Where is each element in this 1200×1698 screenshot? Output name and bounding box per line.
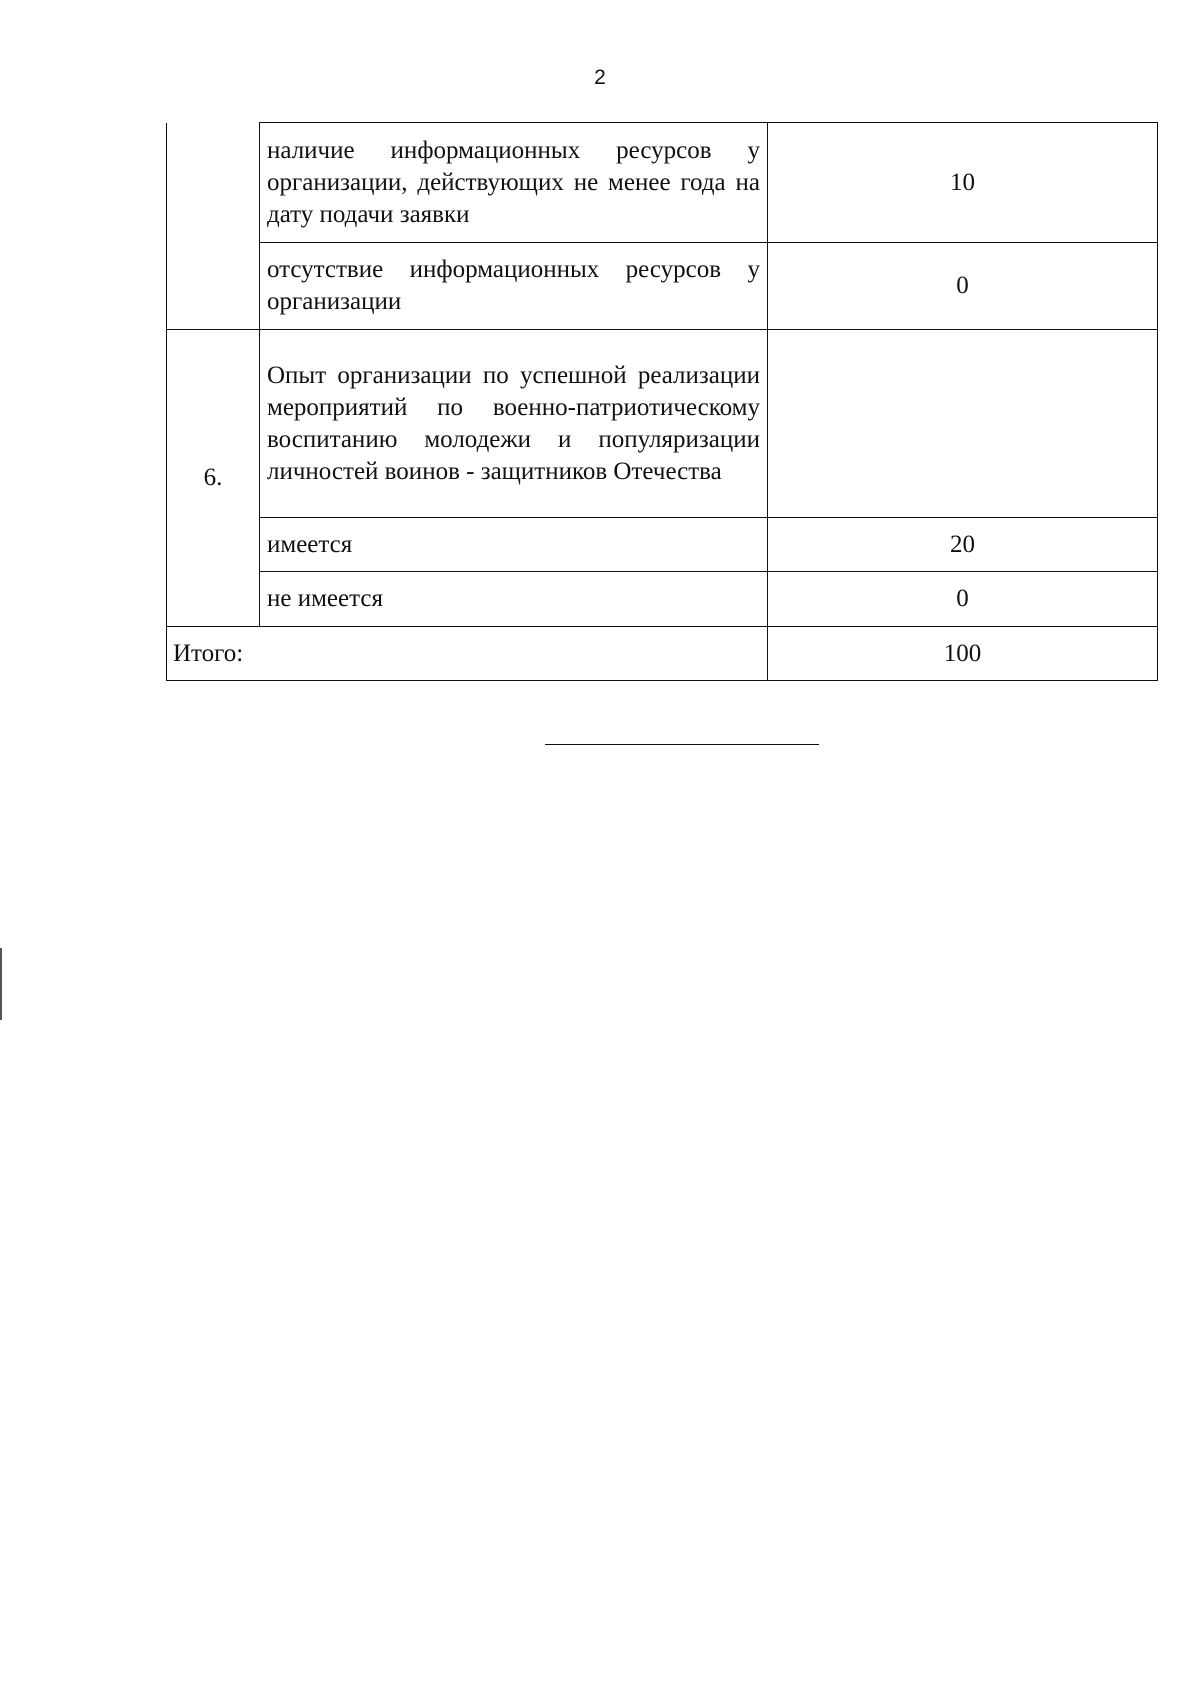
scan-edge-mark bbox=[0, 948, 2, 1020]
criterion-heading-cell: Опыт организации по успешной реализации мероприятий по военно-патриотическому воспитанию молодежи и популяризации личностей воинов - защитников Отечества bbox=[260, 330, 768, 518]
criteria-table bbox=[166, 122, 1158, 681]
total-score-cell: 100 bbox=[768, 627, 1158, 681]
total-row bbox=[167, 627, 1158, 681]
criterion-text-cell: не имеется bbox=[260, 572, 768, 627]
table-row bbox=[167, 123, 1158, 243]
table-row bbox=[167, 330, 1158, 518]
score-cell: 20 bbox=[768, 518, 1158, 572]
table-row bbox=[167, 518, 1158, 572]
score-cell: 0 bbox=[768, 572, 1158, 627]
end-of-document-rule bbox=[545, 744, 819, 745]
criterion-text-cell: наличие информационных ресурсов у организации, действующих не менее года на дату подачи заявки bbox=[260, 123, 768, 243]
score-cell: 0 bbox=[768, 243, 1158, 330]
criterion-text-cell: отсутствие информационных ресурсов у организации bbox=[260, 243, 768, 330]
total-label-cell: Итого: bbox=[167, 627, 768, 681]
score-cell: 10 bbox=[768, 123, 1158, 243]
score-cell-empty bbox=[768, 330, 1158, 518]
row-number-cell-continued bbox=[167, 123, 260, 330]
page-number: 2 bbox=[594, 66, 606, 89]
table-row bbox=[167, 243, 1158, 330]
criterion-text-cell: имеется bbox=[260, 518, 768, 572]
row-number-cell: 6. bbox=[167, 330, 260, 627]
table-row bbox=[167, 572, 1158, 627]
